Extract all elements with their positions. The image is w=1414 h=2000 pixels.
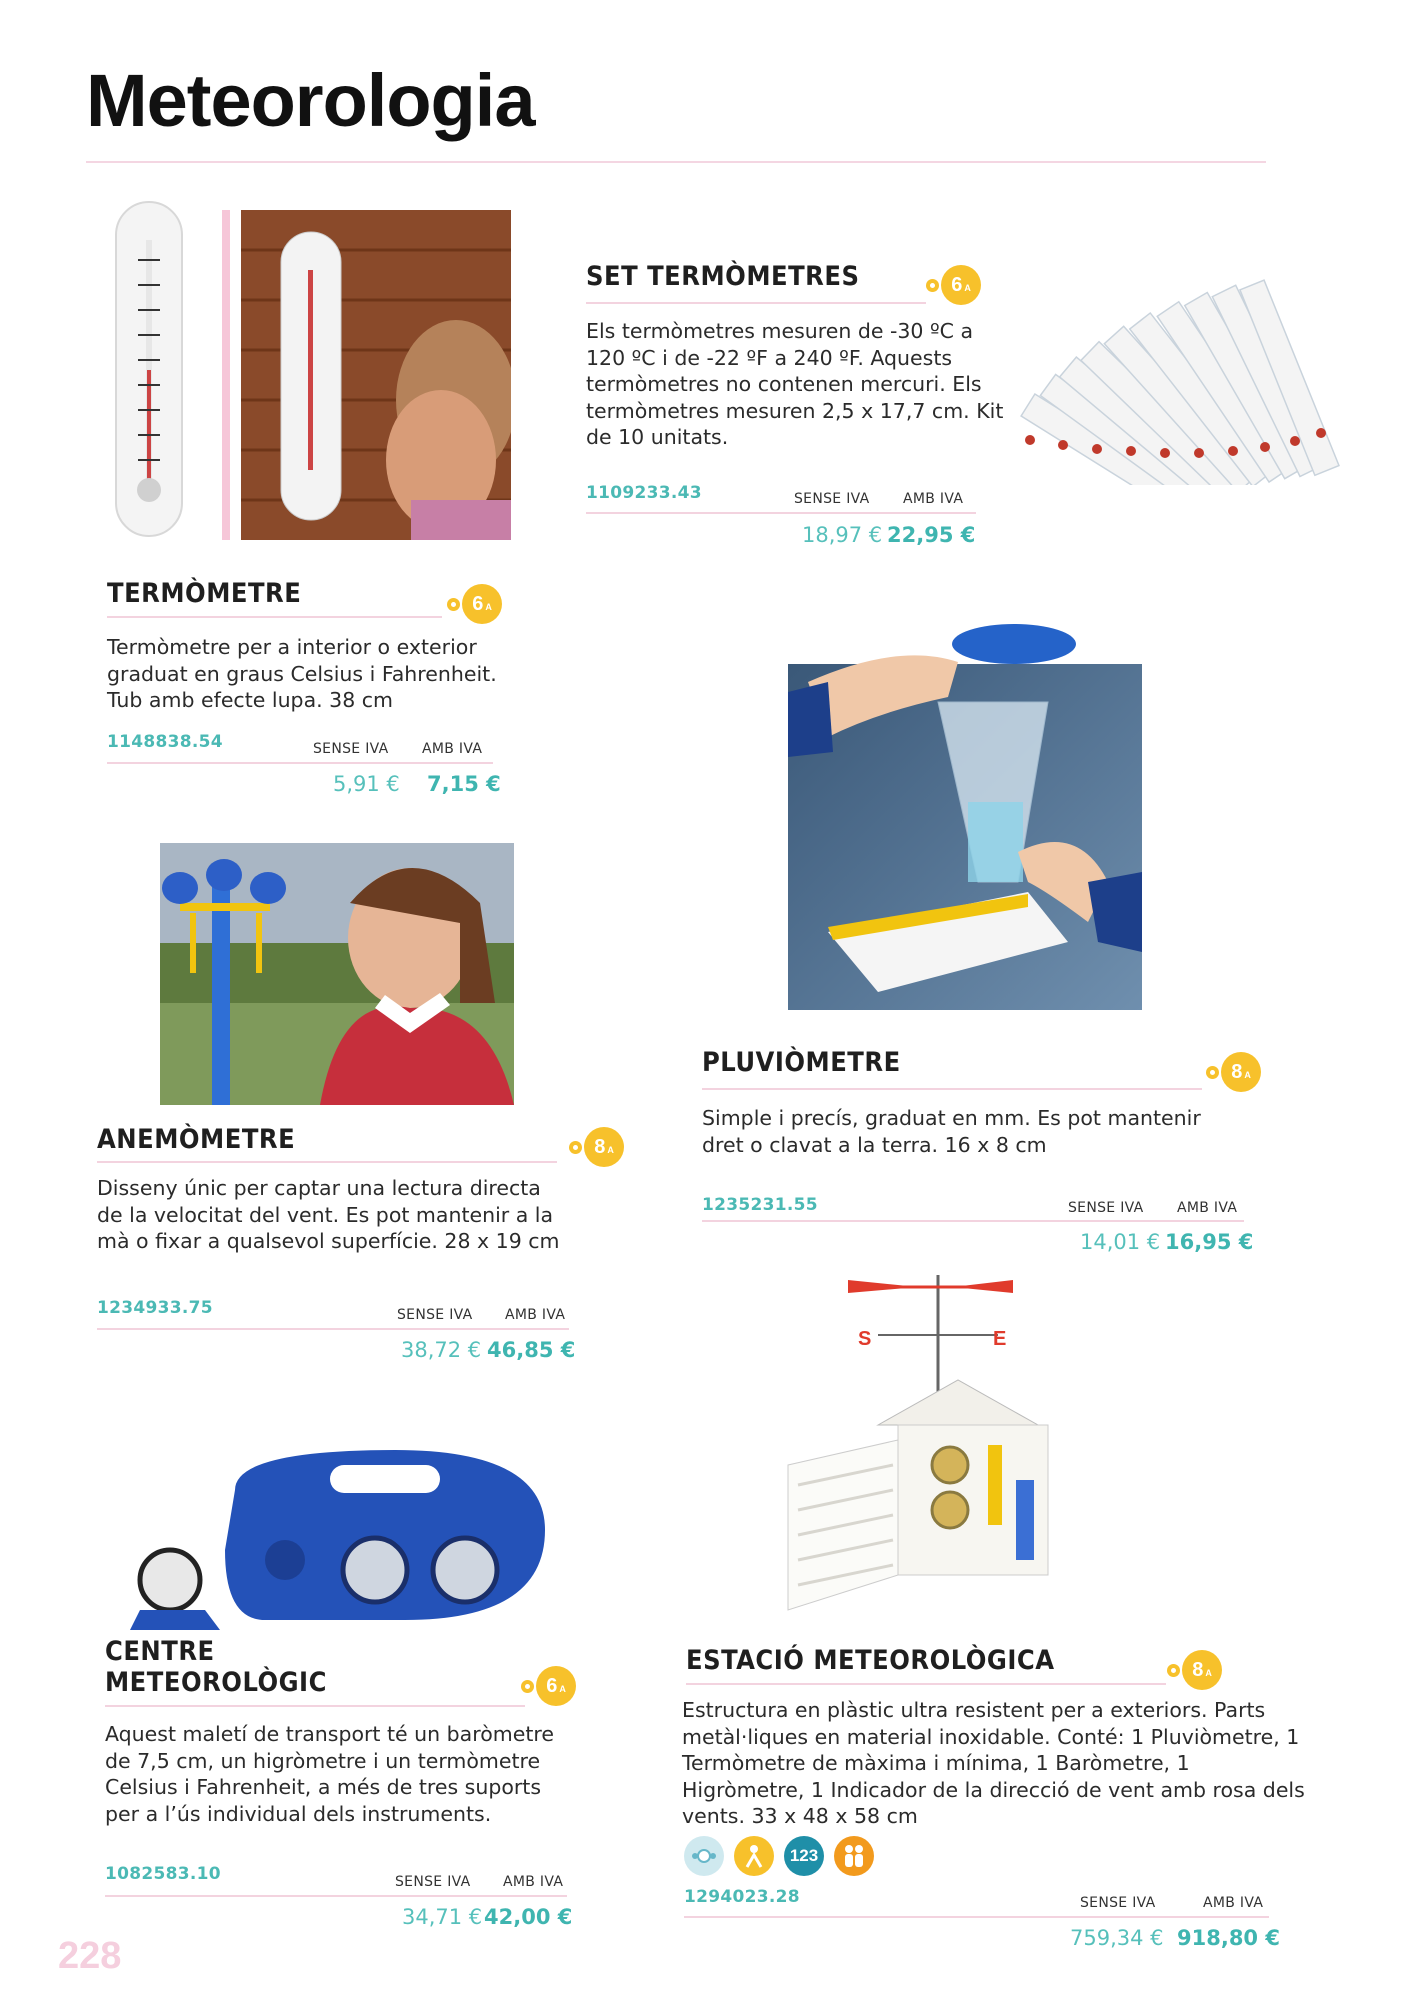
- product-code: 1082583.10: [105, 1864, 221, 1884]
- product-description: Termòmetre per a interior o exterior graduat en graus Celsius i Fahrenheit. Tub amb efecte lupa. 38 cm: [107, 635, 497, 712]
- weather-centre-image: [125, 1430, 545, 1630]
- label-sense-iva: SENSE IVA: [397, 1307, 473, 1323]
- label-amb-iva: AMB IVA: [503, 1874, 564, 1890]
- product-description: Aquest maletí de transport té un baròmetre de 7,5 cm, un higròmetre i un termòmetre Celsius i Fahrenheit, a més de tres suports per a l’ús individual dels instruments.: [105, 1722, 554, 1826]
- label-amb-iva: AMB IVA: [505, 1307, 566, 1323]
- title-rule: [686, 1683, 1166, 1685]
- price-rule: [684, 1916, 1269, 1918]
- svg-text:E: E: [993, 1328, 1007, 1350]
- thermometer-product-image: [112, 200, 186, 540]
- numbers-icon: 123: [784, 1836, 824, 1876]
- age-badge: 6 A: [447, 584, 502, 624]
- title-rule: [702, 1088, 1202, 1090]
- price-amb-iva: 16,95 €: [1165, 1230, 1254, 1254]
- title-line-2: METEOROLÒGIC: [105, 1667, 327, 1698]
- product-code: 1294023.28: [684, 1887, 800, 1907]
- age-badge: 6 A: [521, 1666, 576, 1706]
- product-code: 1234933.75: [97, 1298, 213, 1318]
- title-rule: [97, 1161, 557, 1163]
- thermometer-wall-photo: [241, 210, 511, 540]
- anemometer-photo: [160, 843, 514, 1105]
- price-sense-iva: 18,97 €: [802, 523, 883, 547]
- title-rule: [105, 1705, 525, 1707]
- price-amb-iva: 918,80 €: [1177, 1926, 1280, 1950]
- weather-station-image: [778, 1265, 1128, 1635]
- price-rule: [105, 1895, 567, 1897]
- social-icon: [834, 1836, 874, 1876]
- age-badge: 8 A: [569, 1127, 624, 1167]
- age-badge: 6 A: [926, 265, 981, 305]
- title-divider: [86, 161, 1266, 163]
- product-code: 1109233.43: [586, 483, 702, 503]
- price-amb-iva: 7,15 €: [427, 772, 501, 796]
- label-sense-iva: SENSE IVA: [1080, 1895, 1156, 1911]
- price-rule: [586, 512, 976, 514]
- product-code: 1235231.55: [702, 1195, 818, 1215]
- svg-text:S: S: [858, 1328, 872, 1350]
- label-amb-iva: AMB IVA: [903, 491, 964, 507]
- product-title-estacio: ESTACIÓ METEOROLÒGICA: [686, 1645, 1055, 1676]
- price-sense-iva: 34,71 €: [402, 1905, 483, 1929]
- price-sense-iva: 5,91 €: [333, 772, 400, 796]
- title-rule: [586, 302, 926, 304]
- price-sense-iva: 14,01 €: [1080, 1230, 1161, 1254]
- label-amb-iva: AMB IVA: [1203, 1895, 1264, 1911]
- age-badge: 8 A: [1167, 1650, 1222, 1690]
- page-title: Meteorologia: [86, 59, 535, 142]
- label-sense-iva: SENSE IVA: [794, 491, 870, 507]
- motor-skills-icon: [734, 1836, 774, 1876]
- label-sense-iva: SENSE IVA: [395, 1874, 471, 1890]
- product-title-centre: [105, 1636, 327, 1698]
- product-description: Estructura en plàstic ultra resistent per a exteriors. Parts metàl·liques en material inoxidable. Conté: 1 Pluviòmetre, 1 Termòmetre de màxima i mínima, 1 Baròmetre, 1 Higròmetre, 1 Indicador de la direcció de vent amb rosa dels vents. 33 x 48 x 58 cm: [682, 1698, 1305, 1828]
- product-description: Simple i precís, graduat en mm. Es pot mantenir dret o clavat a la terra. 16 x 8 cm: [702, 1106, 1201, 1157]
- image-accent-bar: [222, 210, 230, 540]
- product-title-termometre: TERMÒMETRE: [107, 578, 302, 609]
- price-amb-iva: 22,95 €: [887, 523, 976, 547]
- label-amb-iva: AMB IVA: [422, 741, 483, 757]
- price-sense-iva: 38,72 €: [401, 1338, 482, 1362]
- price-sense-iva: 759,34 €: [1070, 1926, 1164, 1950]
- label-sense-iva: SENSE IVA: [1068, 1200, 1144, 1216]
- price-rule: [702, 1220, 1244, 1222]
- page-number: 228: [58, 1935, 122, 1977]
- product-code: 1148838.54: [107, 732, 223, 752]
- price-rule: [97, 1328, 569, 1330]
- age-badge: 8 A: [1206, 1052, 1261, 1092]
- price-amb-iva: 46,85 €: [487, 1338, 576, 1362]
- rain-gauge-photo: [788, 622, 1142, 1010]
- product-title-set-termometres: SET TERMÒMETRES: [586, 261, 860, 292]
- product-title-pluviometre: PLUVIÒMETRE: [702, 1047, 901, 1078]
- product-description: Disseny únic per captar una lectura directa de la velocitat del vent. Es pot mantenir a la mà o fixar a qualsevol superfície. 28 x 19 cm: [97, 1176, 560, 1253]
- label-amb-iva: AMB IVA: [1177, 1200, 1238, 1216]
- product-description: Els termòmetres mesuren de -30 ºC a 120 ºC i de -22 ºF a 240 ºF. Aquests termòmetres no contenen mercuri. Els termòmetres mesuren 2,5 x 17,7 cm. Kit de 10 unitats.: [586, 319, 1004, 449]
- price-rule: [107, 762, 493, 764]
- bubbles-icon: [684, 1836, 724, 1876]
- product-title-anemometre: ANEMÒMETRE: [97, 1124, 296, 1155]
- title-line-1: CENTRE: [105, 1636, 215, 1667]
- title-rule: [107, 616, 442, 618]
- thermometer-set-image: [995, 235, 1355, 485]
- label-sense-iva: SENSE IVA: [313, 741, 389, 757]
- price-amb-iva: 42,00 €: [484, 1905, 573, 1929]
- feature-icons: [684, 1836, 874, 1876]
